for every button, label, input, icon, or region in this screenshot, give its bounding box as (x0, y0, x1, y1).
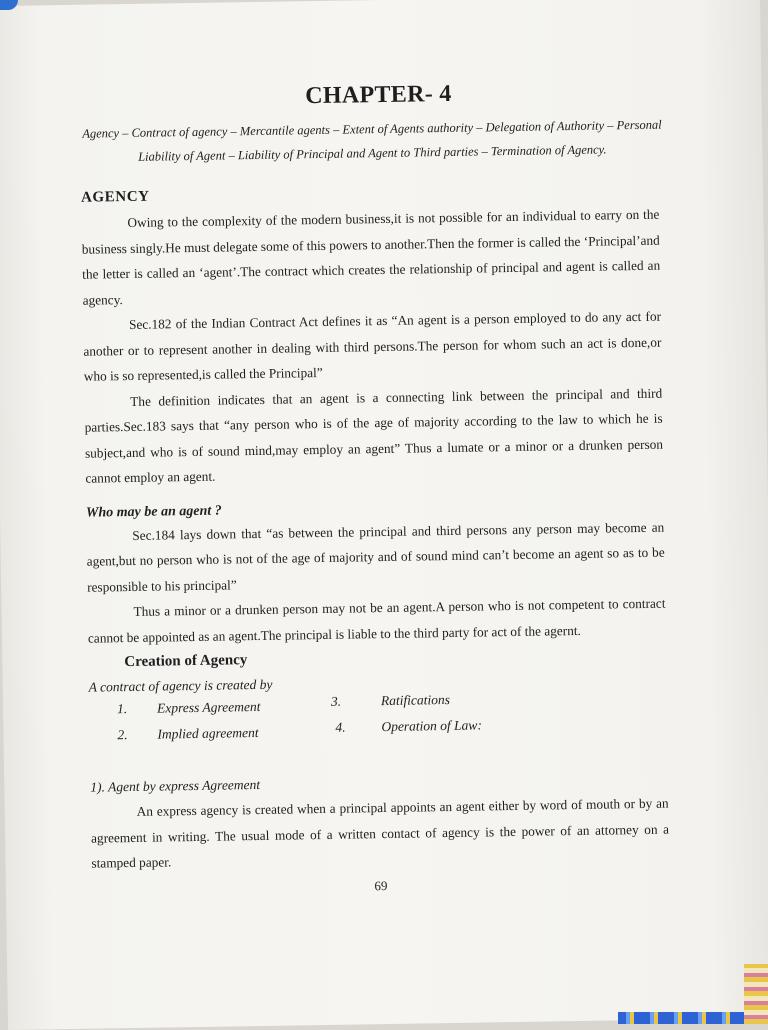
who-agent-paragraph-2: Thus a minor or a drunken person may not be an agent.A person who is not competent to contract cannot be appointed as an agent.The principal is liable to the third party for act of the agernt. (87, 595, 666, 646)
mode-label: Express Agreement (156, 698, 261, 716)
chapter-title: CHAPTER- 4 (305, 80, 452, 110)
mode-item-1 (117, 699, 261, 717)
mode-number: 3. (330, 693, 342, 709)
who-agent-paragraph-1: Sec.184 lays down that “as between the principal and third persons any person may become an agent,but no person who is not of the age of majority and of sound mind can’t become an agent so as to be responsible to his principal” (86, 519, 665, 595)
agency-modes-list (89, 693, 668, 754)
agency-paragraph-1: Owing to the complexity of the modern business,it is not possible for an individual to earry on the business singly.He must delegate some of this powers to another.Then the former is called the ‘Principal’and the letter is called an ‘agent’.The contract which creates the relationship of principal and agent is called an agency. (81, 206, 661, 308)
agency-paragraph-3: The definition indicates that an agent is a connecting link between the principal and third parties.Sec.183 says that “any person who is of the age of majority according to the law to which he is subject,and who is of sound mind,may employ an agent” Thus a lumate or a minor or a drunken person cannot employ an agent. (84, 385, 664, 486)
mode-item-3 (331, 692, 450, 710)
mode-number: 2. (117, 727, 128, 743)
creation-intro: A contract of agency is created by (88, 676, 273, 695)
express-agreement-paragraph: An express agency is created when a principal appoints an agent either by word of mouth or by an agreement in writing. The usual mode of a written contact of agency is the power of an attorney on a stamped paper. (90, 795, 670, 871)
mode-label: Operation of Law: (381, 717, 482, 735)
agency-heading: AGENCY (80, 188, 150, 206)
express-agreement-heading: 1). Agent by express Agreement (90, 776, 261, 795)
chapter-summary: Agency – Contract of agency – Mercantile agents – Extent of Agents authority – Delegation of Authority – Personal Liability of Agent – Liability of Principal and Agent to Third parties – Termination of Agency. (82, 117, 662, 164)
mode-number: 4. (335, 719, 346, 735)
page-content (79, 78, 670, 898)
agency-paragraph-2: Sec.182 of the Indian Contract Act defines it as “An agent is a person employed to do any act for another or to represent another in dealing with third persons.The person for whom such an act is done,or who is so represented,is called the Principal” (83, 308, 662, 384)
page-number: 69 (374, 877, 388, 893)
mode-label: Ratifications (380, 691, 451, 709)
mode-item-4 (335, 717, 482, 735)
creation-heading: Creation of Agency (124, 652, 248, 671)
mode-label: Implied agreement (157, 724, 259, 742)
mode-number: 1. (116, 701, 128, 717)
mode-item-2 (117, 725, 258, 743)
fabric-corner (744, 964, 768, 1024)
who-agent-heading: Who may be an agent ? (85, 503, 222, 521)
